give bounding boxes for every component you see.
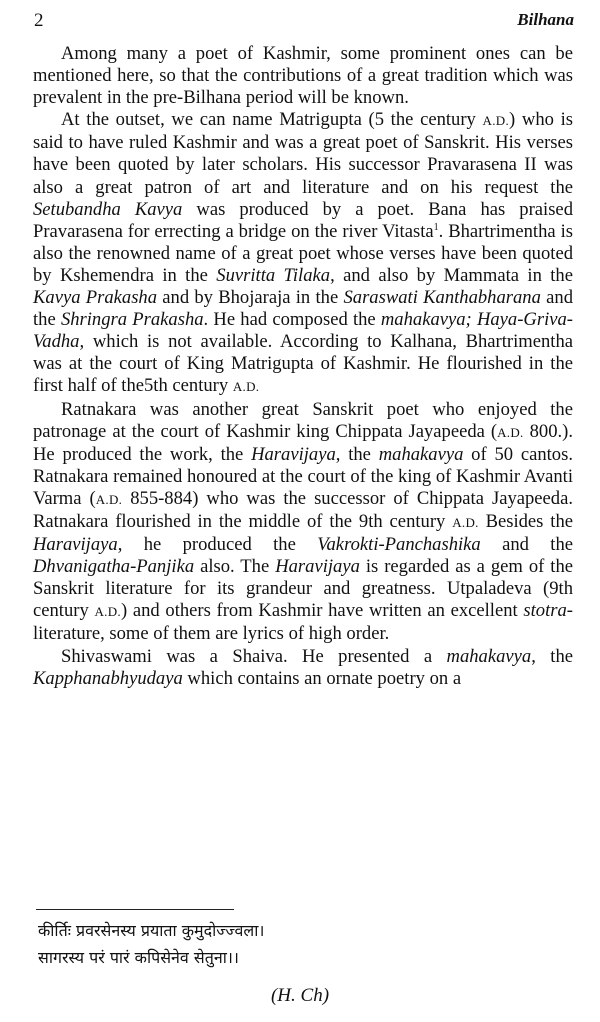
era-abbreviation: A.D. (232, 379, 260, 395)
text-run: Among many a poet of Kashmir, some prominent ones can be mentioned here, so that the contributions of a great tradition which was prevalent in the pre-Bilhana period will be known. (33, 43, 573, 109)
footnote-marker: 1 (433, 221, 439, 233)
text-run: which contains an ornate poetry on a (182, 667, 462, 689)
text-run: 855-884) who was the successor of Chippata Jayapeeda. Ratnakara flourished in the middle of the 9th century (33, 487, 573, 532)
paragraph (33, 399, 573, 646)
italic-term: stotra (523, 600, 567, 622)
paragraph (33, 109, 573, 398)
text-run: , the (335, 443, 379, 465)
text-run: also. The (194, 556, 276, 578)
text-run: and by Bhojaraja in the (157, 287, 344, 309)
text-run: ) who is said to have ruled Kashmir and was a great poet of Sanskrit. His verses have been quoted by later scholars. His successor Pravarasena II was also a great patron of art and literature and on his request the (33, 109, 573, 198)
era-abbreviation: A.D. (452, 514, 479, 530)
italic-term: Kavya Prakasha (33, 287, 158, 309)
footnote (38, 917, 558, 971)
text-run: of 50 cantos. Ratnakara remained honoured at the court of the king of Kashmir Avanti Varma ( (33, 443, 573, 509)
text-run: Shivaswami was a Shaiva. He presented a (61, 645, 447, 667)
italic-term: Saraswati Kanthabharana (343, 287, 541, 309)
body-text (33, 43, 573, 690)
era-abbreviation: A.D. (482, 113, 510, 129)
footnote-verse-line-2: सागरस्य परं पारं कपिसेनेव सेतुना।। (38, 948, 239, 967)
text-run: ) and others from Kashmir have written an excellent (120, 600, 524, 622)
text-run: is regarded as a gem of the Sanskrit literature for its grandeur and greatness. Utpaladeva (9th century (33, 556, 573, 622)
text-run: and the (480, 534, 573, 556)
era-abbreviation: A.D. (94, 604, 121, 620)
page-number: 2 (34, 10, 44, 31)
paragraph (33, 43, 573, 109)
era-abbreviation: A.D. (497, 424, 524, 440)
italic-term: mahakavya (378, 443, 464, 465)
italic-term: Vakrokti-Panchashika (317, 534, 481, 556)
italic-term: mahakavya; Haya-Griva-Vadha, (33, 309, 573, 353)
italic-term: Shringra Prakasha (60, 309, 204, 331)
text-run: . He had composed the (203, 309, 381, 331)
footnote-citation: (H. Ch) (270, 985, 330, 1006)
text-run: -literature, some of them are lyrics of high order. (33, 600, 573, 645)
era-abbreviation: A.D. (95, 491, 123, 507)
italic-term: Suvritta Tilaka (216, 264, 331, 286)
paragraph (33, 646, 573, 690)
text-run: Besides the (478, 510, 573, 532)
italic-term: Setubandha Kavya (33, 198, 183, 220)
italic-term: mahakavya (446, 645, 532, 667)
footnote-rule (36, 909, 234, 910)
italic-term: Haravijaya (275, 556, 360, 578)
footnote-verse-line-1: कीर्तिः प्रवरसेनस्य प्रयाता कुमुदोज्ज्वला। (38, 921, 265, 940)
text-run: was produced by a poet. Bana has praised Pravarasena for errecting a bridge on the river Vitasta (33, 198, 573, 242)
text-run: , he produced the (117, 534, 318, 556)
running-head: Bilhana (517, 10, 574, 29)
text-run: which is not available. According to Kalhana, Bhartrimentha was at the court of King Matrigupta of Kashmir. He flourished in the first half of the5th century (33, 331, 573, 397)
italic-term: Haravijaya (251, 443, 336, 465)
text-run: Ratnakara was another great Sanskrit poet who enjoyed the patronage at the court of Kashmir king Chippata Jayapeeda ( (33, 398, 573, 442)
italic-term: Dhvanigatha-Panjika (33, 556, 195, 578)
italic-term: Kapphanabhyudaya (33, 667, 183, 689)
text-run: 800.). He produced the work, the (33, 420, 573, 465)
page-header (34, 10, 574, 32)
text-run: , and also by Mammata in the (330, 264, 573, 286)
text-run: . Bhartrimentha is also the renowned name of a great poet whose verses have been quoted by Kshemendra in the (33, 220, 573, 286)
text-run: and the (33, 287, 573, 331)
text-run: , the (531, 645, 573, 667)
italic-term: Haravijaya (33, 534, 118, 556)
text-run: At the outset, we can name Matrigupta (5 the century (61, 109, 483, 131)
